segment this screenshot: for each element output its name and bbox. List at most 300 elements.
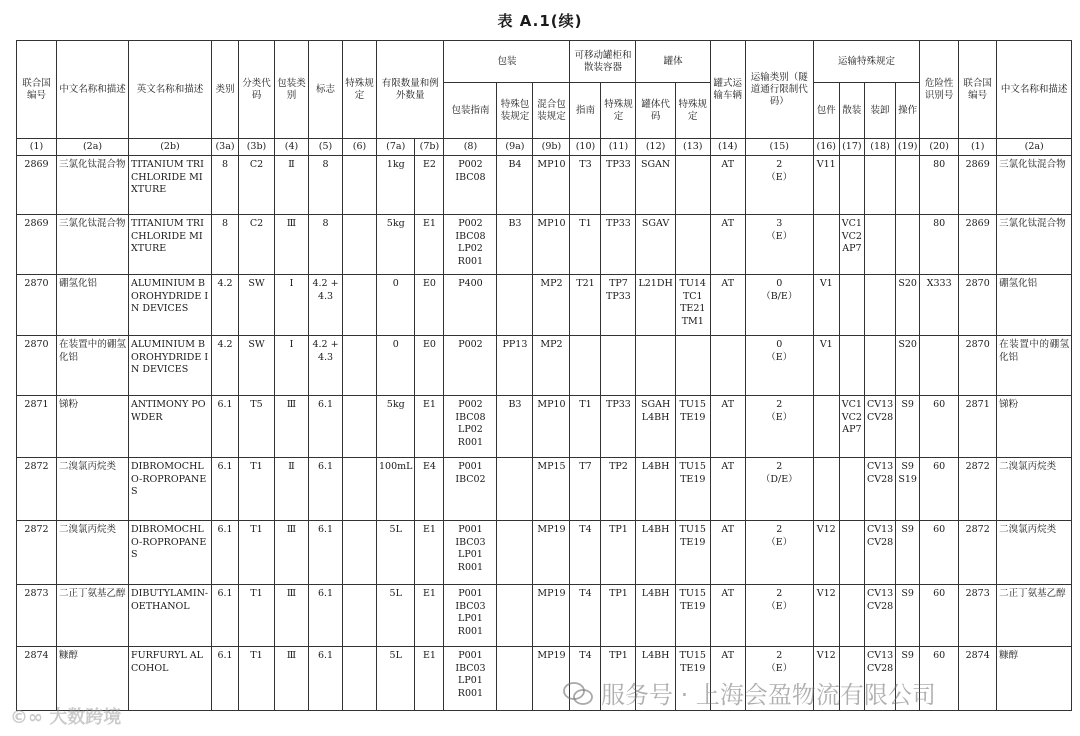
packages-cell [813,396,839,458]
special-packing-cell [497,458,533,521]
tank-code-cell: SGAV [636,215,675,275]
header-packages: 包件 [813,83,839,139]
packages-cell: V1 [813,336,839,396]
mixed-packing-cell: MP19 [533,585,570,647]
header-classification-code: 分类代码 [239,41,275,139]
tank-vehicle-cell: AT [710,275,745,336]
table-row [17,275,1072,336]
packing-group-cell: Ⅲ [275,396,309,458]
tank-special-cell: TU15 TE19 [675,458,710,521]
classification-code-cell: T1 [239,521,275,585]
packing-group-cell: Ⅱ [275,156,309,215]
bulk-cell [839,585,864,647]
special-packing-cell [497,647,533,711]
limited-quantity-cell: 5kg [377,215,415,275]
un-number-2-cell: 2872 [959,458,997,521]
column-number: (1) [959,139,997,156]
hazard-id-cell: 60 [920,458,959,521]
hazard-id-cell: 60 [920,585,959,647]
operation-cell: S20 [896,275,920,336]
chinese-name-cell: 糠醇 [57,647,129,711]
tank-special-cell: TU14 TC1 TE21 TM1 [675,275,710,336]
bulk-cell [839,458,864,521]
loading-cell [864,275,895,336]
portable-instructions-cell [570,336,601,396]
loading-cell: CV13 CV28 [864,521,895,585]
mixed-packing-cell: MP10 [533,156,570,215]
special-provisions-cell [343,156,377,215]
tank-special-cell [675,156,710,215]
table-row [17,156,1072,215]
transport-category-cell: 3 （E） [745,215,813,275]
column-number: (19) [896,139,920,156]
packing-group-cell: Ⅲ [275,585,309,647]
chinese-name-2-cell: 三氯化钛混合物 [997,156,1072,215]
chinese-name-2-cell: 二溴氯丙烷类 [997,521,1072,585]
special-packing-cell: B4 [497,156,533,215]
hazard-id-cell: 60 [920,521,959,585]
loading-cell [864,336,895,396]
header-class: 类别 [212,41,239,139]
chinese-name-2-cell: 二正丁氨基乙醇 [997,585,1072,647]
un-number-2-cell: 2869 [959,215,997,275]
column-number: (6) [343,139,377,156]
header-special-packing: 特殊包装规定 [497,83,533,139]
tank-code-cell: L21DH [636,275,675,336]
operation-cell [896,156,920,215]
packages-cell: V1 [813,275,839,336]
class-cell: 8 [212,215,239,275]
tank-special-cell: TU15 TE19 [675,396,710,458]
table-row [17,585,1072,647]
portable-special-cell: TP33 [601,215,636,275]
bulk-cell: VC1 VC2 AP7 [839,396,864,458]
tank-code-cell: SGAN [636,156,675,215]
column-number: (8) [444,139,497,156]
classification-code-cell: C2 [239,156,275,215]
packing-group-cell: Ⅲ [275,647,309,711]
operation-cell [896,215,920,275]
hazard-id-cell: 80 [920,215,959,275]
bulk-cell [839,275,864,336]
packing-instructions-cell: P001 IBC03 LP01 R001 [444,585,497,647]
column-number: (2a) [57,139,129,156]
hazard-id-cell: 60 [920,647,959,711]
tank-special-cell [675,336,710,396]
chinese-name-cell: 二溴氯丙烷类 [57,521,129,585]
portable-special-cell: TP1 [601,521,636,585]
portable-instructions-cell: T4 [570,647,601,711]
un-number-cell: 2870 [17,336,57,396]
classification-code-cell: SW [239,336,275,396]
chinese-name-cell: 二溴氯丙烷类 [57,458,129,521]
column-number: (3a) [212,139,239,156]
special-packing-cell [497,275,533,336]
chinese-name-2-cell: 二溴氯丙烷类 [997,458,1072,521]
packing-group-cell: Ⅲ [275,521,309,585]
table-title: 表 A.1(续) [497,12,583,30]
loading-cell: CV13 CV28 [864,458,895,521]
chinese-name-cell: 二正丁氨基乙醇 [57,585,129,647]
tank-vehicle-cell: AT [710,458,745,521]
transport-category-cell: 2 （E） [745,396,813,458]
header-portable-instructions: 指南 [570,83,601,139]
tank-code-cell: L4BH [636,458,675,521]
packages-cell: V11 [813,156,839,215]
portable-instructions-cell: T4 [570,521,601,585]
hazard-id-cell: 80 [920,156,959,215]
chinese-name-cell: 三氯化钛混合物 [57,215,129,275]
un-number-2-cell: 2870 [959,275,997,336]
un-number-cell: 2874 [17,647,57,711]
special-packing-cell: B3 [497,215,533,275]
hazard-id-cell [920,336,959,396]
chinese-name-2-cell: 三氯化钛混合物 [997,215,1072,275]
un-number-2-cell: 2872 [959,521,997,585]
watermark-logo-icon: ©∞ [10,707,50,728]
packing-instructions-cell: P400 [444,275,497,336]
column-number: (17) [839,139,864,156]
limited-quantity-cell: 5L [377,647,415,711]
packing-instructions-cell: P002 IBC08 LP02 R001 [444,215,497,275]
packages-cell: V12 [813,585,839,647]
limited-quantity-cell: 0 [377,336,415,396]
special-provisions-cell [343,336,377,396]
tank-vehicle-cell: AT [710,585,745,647]
packing-instructions-cell: P002 IBC08 [444,156,497,215]
class-cell: 6.1 [212,521,239,585]
packing-group-cell: Ⅰ [275,336,309,396]
column-number: (18) [864,139,895,156]
portable-special-cell: TP33 [601,396,636,458]
packing-instructions-cell: P002 IBC08 LP02 R001 [444,396,497,458]
column-number-row [17,139,1072,156]
portable-instructions-cell: T3 [570,156,601,215]
tank-special-cell: TU15 TE19 [675,521,710,585]
loading-cell [864,215,895,275]
portable-special-cell: TP7 TP33 [601,275,636,336]
column-number: (7a) [377,139,415,156]
packages-cell: V12 [813,521,839,585]
special-packing-cell: PP13 [497,336,533,396]
chinese-name-2-cell: 糠醇 [997,647,1072,711]
tank-special-cell: TU15 TE19 [675,647,710,711]
header-transport-category: 运输类别（隧道通行限制代码） [745,41,813,139]
watermark-text: 服务号 · 上海会盈物流有限公司 [601,681,936,709]
loading-cell [864,156,895,215]
header-operation: 操作 [896,83,920,139]
dangerous-goods-table [16,40,1072,711]
special-provisions-cell [343,215,377,275]
table-row [17,458,1072,521]
transport-category-cell: 2 （E） [745,647,813,711]
packing-instructions-cell: P001 IBC02 [444,458,497,521]
bulk-cell [839,521,864,585]
tank-vehicle-cell: AT [710,156,745,215]
column-number: (14) [710,139,745,156]
tank-code-cell: L4BH [636,647,675,711]
tank-vehicle-cell: AT [710,396,745,458]
packing-group-cell: Ⅲ [275,215,309,275]
packages-cell [813,458,839,521]
label-cell: 6.1 [309,458,343,521]
column-number: (13) [675,139,710,156]
english-name-cell: DIBUTYLAMIN-OETHANOL [129,585,212,647]
column-number: (15) [745,139,813,156]
portable-instructions-cell: T21 [570,275,601,336]
classification-code-cell: SW [239,275,275,336]
label-cell: 6.1 [309,396,343,458]
header-english-name: 英文名称和描述 [129,41,212,139]
operation-cell: S9 [896,521,920,585]
tank-code-cell: L4BH [636,521,675,585]
un-number-cell: 2871 [17,396,57,458]
portable-special-cell: TP1 [601,585,636,647]
class-cell: 4.2 [212,275,239,336]
chinese-name-cell: 在装置中的硼氢化铝 [57,336,129,396]
column-number: (16) [813,139,839,156]
packing-instructions-cell: P002 [444,336,497,396]
class-cell: 6.1 [212,458,239,521]
transport-category-cell: 2 （E） [745,585,813,647]
header-mixed-packing: 混合包装规定 [533,83,570,139]
classification-code-cell: T1 [239,458,275,521]
label-cell: 6.1 [309,521,343,585]
table-row [17,336,1072,396]
transport-category-cell: 0 （B/E） [745,275,813,336]
label-cell: 8 [309,215,343,275]
portable-instructions-cell: T1 [570,215,601,275]
header-loading: 装卸 [864,83,895,139]
header-un-number: 联合国编号 [17,41,57,139]
english-name-cell: TITANIUM TRICHLORIDE MIXTURE [129,156,212,215]
mixed-packing-cell: MP19 [533,647,570,711]
portable-special-cell [601,336,636,396]
class-cell: 4.2 [212,336,239,396]
column-number: (12) [636,139,675,156]
excepted-quantity-cell: E1 [415,585,444,647]
tank-special-cell: TU15 TE19 [675,585,710,647]
packing-group-cell: Ⅱ [275,458,309,521]
loading-cell: CV13 CV28 [864,647,895,711]
class-cell: 6.1 [212,396,239,458]
hazard-id-cell: X333 [920,275,959,336]
column-number: (10) [570,139,601,156]
un-number-2-cell: 2869 [959,156,997,215]
tank-code-cell [636,336,675,396]
column-number: (9b) [533,139,570,156]
un-number-cell: 2873 [17,585,57,647]
special-provisions-cell [343,647,377,711]
tank-vehicle-cell: AT [710,215,745,275]
portable-instructions-cell: T1 [570,396,601,458]
column-number: (11) [601,139,636,156]
special-packing-cell [497,585,533,647]
excepted-quantity-cell: E1 [415,647,444,711]
header-special-provisions: 特殊规定 [343,41,377,139]
header-chinese-name: 中文名称和描述 [57,41,129,139]
excepted-quantity-cell: E0 [415,275,444,336]
portable-special-cell: TP1 [601,647,636,711]
header-tank: 罐体 [636,41,710,83]
header-label: 标志 [309,41,343,139]
limited-quantity-cell: 100mL [377,458,415,521]
mixed-packing-cell: MP15 [533,458,570,521]
packing-group-cell: Ⅰ [275,275,309,336]
loading-cell: CV13 CV28 [864,396,895,458]
un-number-cell: 2870 [17,275,57,336]
mixed-packing-cell: MP10 [533,215,570,275]
special-provisions-cell [343,396,377,458]
class-cell: 6.1 [212,647,239,711]
tank-vehicle-cell [710,336,745,396]
chinese-name-2-cell: 在装置中的硼氢化铝 [997,336,1072,396]
un-number-cell: 2869 [17,156,57,215]
header-portable-tanks: 可移动罐柜和散装容器 [570,41,636,83]
tank-code-cell: SGAH L4BH [636,396,675,458]
column-number: (4) [275,139,309,156]
limited-quantity-cell: 0 [377,275,415,336]
bulk-cell [839,336,864,396]
label-cell: 4.2 + 4.3 [309,275,343,336]
table-body [17,156,1072,711]
un-number-2-cell: 2870 [959,336,997,396]
un-number-cell: 2869 [17,215,57,275]
class-cell: 6.1 [212,585,239,647]
chinese-name-2-cell: 硼氢化铝 [997,275,1072,336]
chinese-name-cell: 三氯化钛混合物 [57,156,129,215]
wechat-icon [563,681,593,707]
chinese-name-2-cell: 锑粉 [997,396,1072,458]
column-number: (1) [17,139,57,156]
excepted-quantity-cell: E0 [415,336,444,396]
header-tank-code: 罐体代码 [636,83,675,139]
column-number: (2a) [997,139,1072,156]
english-name-cell: DIBROMOCHLO-ROPROPANES [129,521,212,585]
tank-special-cell [675,215,710,275]
column-number: (9a) [497,139,533,156]
transport-category-cell: 2 （D/E） [745,458,813,521]
packages-cell [813,215,839,275]
special-provisions-cell [343,458,377,521]
brand-watermark [10,703,121,729]
operation-cell: S9 [896,647,920,711]
special-provisions-cell [343,275,377,336]
header-chinese-name-2: 中文名称和描述 [997,41,1072,139]
header-un-number-2: 联合国编号 [959,41,997,139]
loading-cell: CV13 CV28 [864,585,895,647]
excepted-quantity-cell: E1 [415,396,444,458]
limited-quantity-cell: 5L [377,585,415,647]
portable-instructions-cell: T4 [570,585,601,647]
label-cell: 8 [309,156,343,215]
tank-code-cell: L4BH [636,585,675,647]
header-portable-special: 特殊规定 [601,83,636,139]
brand-watermark-text: 大数跨境 [49,707,122,728]
tank-vehicle-cell: AT [710,647,745,711]
special-packing-cell: B3 [497,396,533,458]
packing-instructions-cell: P001 IBC03 LP01 R001 [444,521,497,585]
header-hazard-id: 危险性识别号 [920,41,959,139]
english-name-cell: ALUMINIUM BOROHYDRIDE IN DEVICES [129,275,212,336]
english-name-cell: FURFURYL ALCOHOL [129,647,212,711]
chinese-name-cell: 锑粉 [57,396,129,458]
header-bulk: 散装 [839,83,864,139]
english-name-cell: ANTIMONY POWDER [129,396,212,458]
mixed-packing-cell: MP19 [533,521,570,585]
label-cell: 4.2 + 4.3 [309,336,343,396]
special-packing-cell [497,521,533,585]
excepted-quantity-cell: E4 [415,458,444,521]
excepted-quantity-cell: E1 [415,521,444,585]
mixed-packing-cell: MP10 [533,396,570,458]
label-cell: 6.1 [309,585,343,647]
transport-category-cell: 2 （E） [745,521,813,585]
excepted-quantity-cell: E1 [415,215,444,275]
un-number-2-cell: 2871 [959,396,997,458]
mixed-packing-cell: MP2 [533,275,570,336]
hazard-id-cell: 60 [920,396,959,458]
portable-instructions-cell: T7 [570,458,601,521]
portable-special-cell: TP33 [601,156,636,215]
classification-code-cell: T1 [239,585,275,647]
english-name-cell: ALUMINIUM BOROHYDRIDE IN DEVICES [129,336,212,396]
classification-code-cell: T1 [239,647,275,711]
packing-instructions-cell: P001 IBC03 LP01 R001 [444,647,497,711]
table-row [17,521,1072,585]
column-number: (5) [309,139,343,156]
column-number: (3b) [239,139,275,156]
header-tank-vehicle: 罐式运输车辆 [710,41,745,139]
operation-cell: S20 [896,336,920,396]
special-provisions-cell [343,521,377,585]
un-number-2-cell: 2874 [959,647,997,711]
english-name-cell: DIBROMOCHLO-ROPROPANES [129,458,212,521]
column-number: (2b) [129,139,212,156]
excepted-quantity-cell: E2 [415,156,444,215]
classification-code-cell: T5 [239,396,275,458]
table-row [17,396,1072,458]
operation-cell: S9 [896,396,920,458]
table-row [17,215,1072,275]
un-number-cell: 2872 [17,521,57,585]
class-cell: 8 [212,156,239,215]
packages-cell: V12 [813,647,839,711]
transport-category-cell: 0 （E） [745,336,813,396]
column-number: (20) [920,139,959,156]
un-number-cell: 2872 [17,458,57,521]
chinese-name-cell: 硼氢化铝 [57,275,129,336]
transport-category-cell: 2 （E） [745,156,813,215]
header-transport-special: 运输特殊规定 [813,41,919,83]
english-name-cell: TITANIUM TRICHLORIDE MIXTURE [129,215,212,275]
column-number: (7b) [415,139,444,156]
limited-quantity-cell: 5kg [377,396,415,458]
classification-code-cell: C2 [239,215,275,275]
special-provisions-cell [343,585,377,647]
operation-cell: S9 S19 [896,458,920,521]
limited-quantity-cell: 1kg [377,156,415,215]
portable-special-cell: TP2 [601,458,636,521]
header-packaging: 包装 [444,41,570,83]
tank-vehicle-cell: AT [710,521,745,585]
label-cell: 6.1 [309,647,343,711]
header-packing-group: 包装类别 [275,41,309,139]
header-tank-special: 特殊规定 [675,83,710,139]
bulk-cell: VC1 VC2 AP7 [839,215,864,275]
limited-quantity-cell: 5L [377,521,415,585]
header-packing-instructions: 包装指南 [444,83,497,139]
